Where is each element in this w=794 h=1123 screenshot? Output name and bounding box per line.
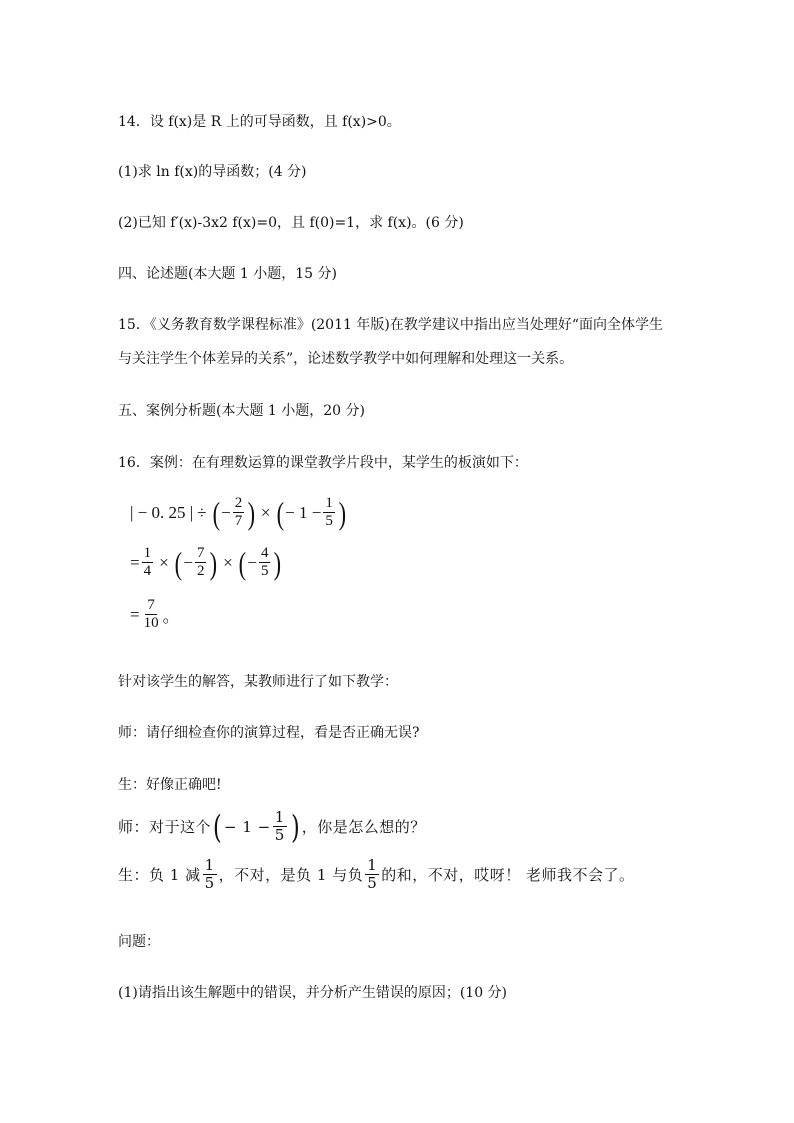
section5-heading: 五、案例分析题(本大题 1 小题，20 分) (118, 403, 365, 419)
times-sign: × (260, 502, 271, 522)
right-paren: ) (274, 544, 282, 581)
q14-part1: (1)求 ln f(x)的导函数；(4 分) (118, 164, 307, 180)
equals-sign: = (130, 604, 140, 624)
fraction: $\frac{7}{10}$ (143, 597, 159, 631)
fraction: $\frac{1}{5}$ (274, 808, 285, 844)
fraction: $\frac{4}{5}$ (260, 545, 269, 579)
q15-line1: 15．《义务教育数学课程标准》(2011 年版)在教学建议中指出应当处理好“面向全体学生 (118, 317, 663, 333)
right-paren: ) (290, 807, 300, 846)
abs-value: | − 0. 25 | (130, 502, 194, 522)
dialog-student-2: 生：负 1 减 $\frac{1}{5}$ ，不对，是负 1 与负 $\frac{1}{5}$ 的和，不对，哎呀！ 老师我不会了。 (118, 856, 635, 892)
equals-sign: = (130, 552, 140, 572)
left-paren: ( (174, 544, 182, 581)
teacher-intro: 针对该学生的解答，某教师进行了如下教学： (118, 674, 398, 690)
right-paren: ) (338, 494, 346, 531)
dialog-student-1: 生：好像正确吧! (118, 777, 222, 793)
question-1: (1)请指出该生解题中的错误，并分析产生错误的原因；(10 分) (118, 985, 508, 1001)
right-paren: ) (210, 544, 218, 581)
board-expression-2 (130, 546, 283, 579)
fraction: $\frac{1}{5}$ (204, 856, 215, 892)
q14-stem: 14．设 f(x)是 R 上的可导函数，且 f(x)>0。 (118, 114, 401, 130)
q14-part2: (2)已知 f′(x)-3x2 f(x)=0，且 f(0)=1，求 f(x)。(6 分) (118, 215, 464, 231)
fraction: $\frac{2}{7}$ (234, 495, 243, 529)
divide-sign: ÷ (197, 502, 207, 522)
times-sign: × (159, 552, 169, 572)
dialog-teacher-1: 师：请仔细检查你的演算过程，看是否正确无误? (118, 725, 420, 741)
minus-sign: − (221, 502, 231, 522)
question-label: 问题： (118, 934, 160, 950)
minus-one-minus: − 1 − (285, 502, 322, 522)
left-paren: ( (212, 494, 220, 531)
board-expression-1 (130, 496, 348, 529)
left-paren: ( (212, 807, 223, 846)
period: 。 (162, 607, 180, 626)
fraction: $\frac{1}{5}$ (367, 856, 378, 892)
times-sign: × (223, 552, 233, 572)
minus-sign: − (183, 552, 193, 572)
q15-line2: 与关注学生个体差异的关系”，论述数学教学中如何理解和处理这一关系。 (118, 351, 574, 367)
fraction: $\frac{7}{2}$ (196, 545, 205, 579)
board-expression-3 (130, 598, 180, 631)
fraction: $\frac{1}{4}$ (143, 545, 152, 579)
dialog-teacher-2: 师：对于这个 ( − 1 − $\frac{1}{5}$ ) ，你是怎么想的？ (118, 807, 426, 846)
left-paren: ( (238, 544, 246, 581)
left-paren: ( (276, 494, 284, 531)
q16-intro: 16．案例：在有理数运算的课堂教学片段中，某学生的板演如下： (118, 455, 528, 471)
right-paren: ) (247, 494, 256, 531)
minus-sign: − (247, 552, 257, 572)
fraction: $\frac{1}{5}$ (325, 495, 333, 529)
section4-heading: 四、论述题(本大题 1 小题，15 分) (118, 266, 337, 282)
